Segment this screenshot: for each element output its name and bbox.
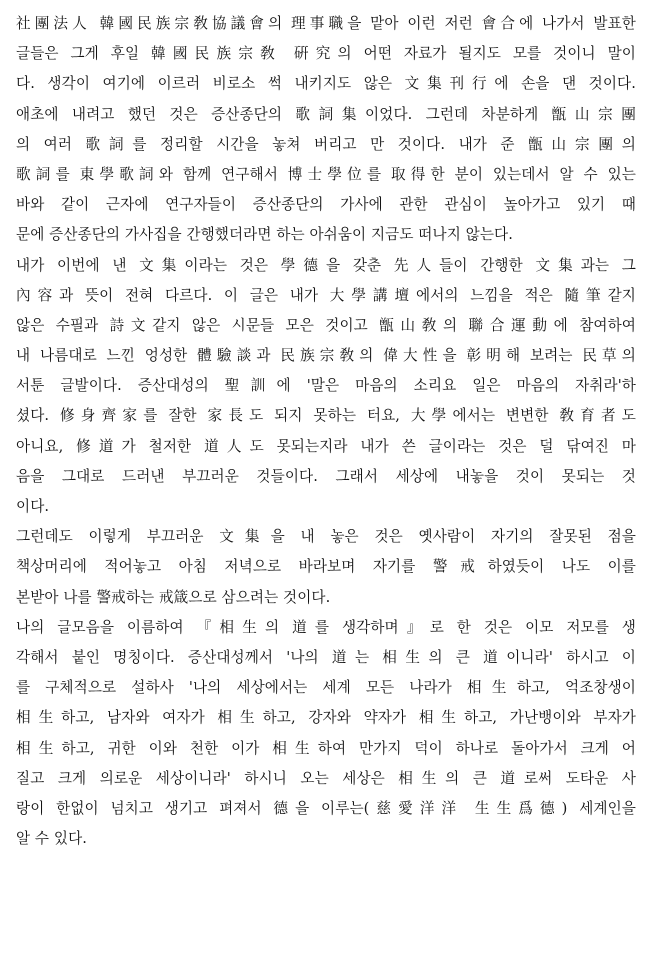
text-line: 각해서 붙인 명칭이다. 증산대성께서 '나의 道는 相生의 큰 道이니라' 하시고 이	[16, 648, 636, 666]
text-line: 알 수 있다.	[16, 830, 88, 848]
text-line: 내 나름대로 느낀 엉성한 體驗談과 民族宗敎의 偉大性을 彰明해 보려는 民草의	[16, 347, 636, 365]
text-line: 않은 수필과 詩文같지 않은 시문들 모은 것이고 甑山敎의 聯合運動에 참여하여	[16, 316, 636, 334]
text-line: 서툰 글발이다. 증산대성의 聖訓에 '말은 마음의 소리요 일은 마음의 자취라'하	[16, 377, 636, 395]
text-line: 글들은 그게 후일 韓國民族宗敎 硏究의 어떤 자료가 될지도 모를 것이니 말이	[16, 45, 636, 63]
text-line: 랑이 한없이 넘치고 생기고 펴져서 德을 이루는(慈愛洋洋 生生爲德) 세계인을	[16, 799, 636, 817]
text-line: 책상머리에 적어놓고 아침 저녁으로 바라보며 자기를 警戒하였듯이 나도 이를	[16, 558, 636, 576]
text-line: 歌詞를 東學歌詞와 함께 연구해서 博士學位를 取得한 분이 있는데서 알 수 있는	[16, 165, 636, 183]
text-line: 바와 같이 근자에 연구자들이 증산종단의 가사에 관한 관심이 높아가고 있기 때	[16, 196, 636, 214]
text-line: 나의 글모음을 이름하여 『相生의 道를 생각하며』로 한 것은 이모 저모를 생	[16, 618, 636, 636]
text-line: 본받아 나를 警戒하는 戒箴으로 삼으려는 것이다.	[16, 588, 331, 606]
text-line: 다. 생각이 여기에 이르러 비로소 썩 내키지도 않은 文集刊行에 손을 댄 것이다.	[16, 75, 636, 93]
text-line: 內容과 뜻이 전혀 다르다. 이 글은 내가 大學講壇에서의 느낌을 적은 隨筆같지	[16, 286, 636, 304]
text-line: 相生하고, 남자와 여자가 相生하고, 강자와 약자가 相生하고, 가난뱅이와 부자가	[16, 709, 636, 727]
text-line: 그런데도 이렇게 부끄러운 文集을 내 놓은 것은 옛사람이 자기의 잘못된 점을	[16, 528, 636, 546]
text-line: 이다.	[16, 498, 50, 515]
text-line: 아니요, 修道가 철저한 道人도 못되는지라 내가 쓴 글이라는 것은 덜 닦여진 마	[16, 437, 636, 455]
text-line: 社團法人 韓國民族宗敎協議會의 理事職을 맡아 이런 저런 會合에 나가서 발표한	[16, 15, 636, 32]
text-line: 를 구체적으로 설하사 '나의 세상에서는 세계 모든 나라가 相生하고, 억조창생이	[16, 679, 636, 697]
text-line: 相生하고, 귀한 이와 천한 이가 相生하여 만가지 덕이 하나로 돌아가서 크게 어	[16, 739, 636, 757]
text-line: 문에 증산종단의 가사집을 간행했더라면 하는 아쉬움이 지금도 떠나지 않는다.	[16, 226, 513, 244]
text-line: 셨다. 修身齊家를 잘한 家長도 되지 못하는 터요, 大學에서는 변변한 敎育者도	[16, 407, 636, 425]
text-line: 의 여러 歌詞를 정리할 시간을 놓쳐 버리고 만 것이다. 내가 준 甑山宗團의	[16, 135, 636, 153]
text-line: 질고 크게 의로운 세상이니라' 하시니 오는 세상은 相生의 큰 道로써 도타운 사	[16, 769, 636, 787]
text-line: 내가 이번에 낸 文集이라는 것은 學德을 갖춘 先人들이 간행한 文集과는 그	[16, 256, 636, 274]
text-line: 애초에 내려고 했던 것은 증산종단의 歌詞集이었다. 그런데 차분하게 甑山宗團	[16, 105, 636, 123]
text-line: 음을 그대로 드러낸 부끄러운 것들이다. 그래서 세상에 내놓을 것이 못되는 것	[16, 467, 636, 485]
